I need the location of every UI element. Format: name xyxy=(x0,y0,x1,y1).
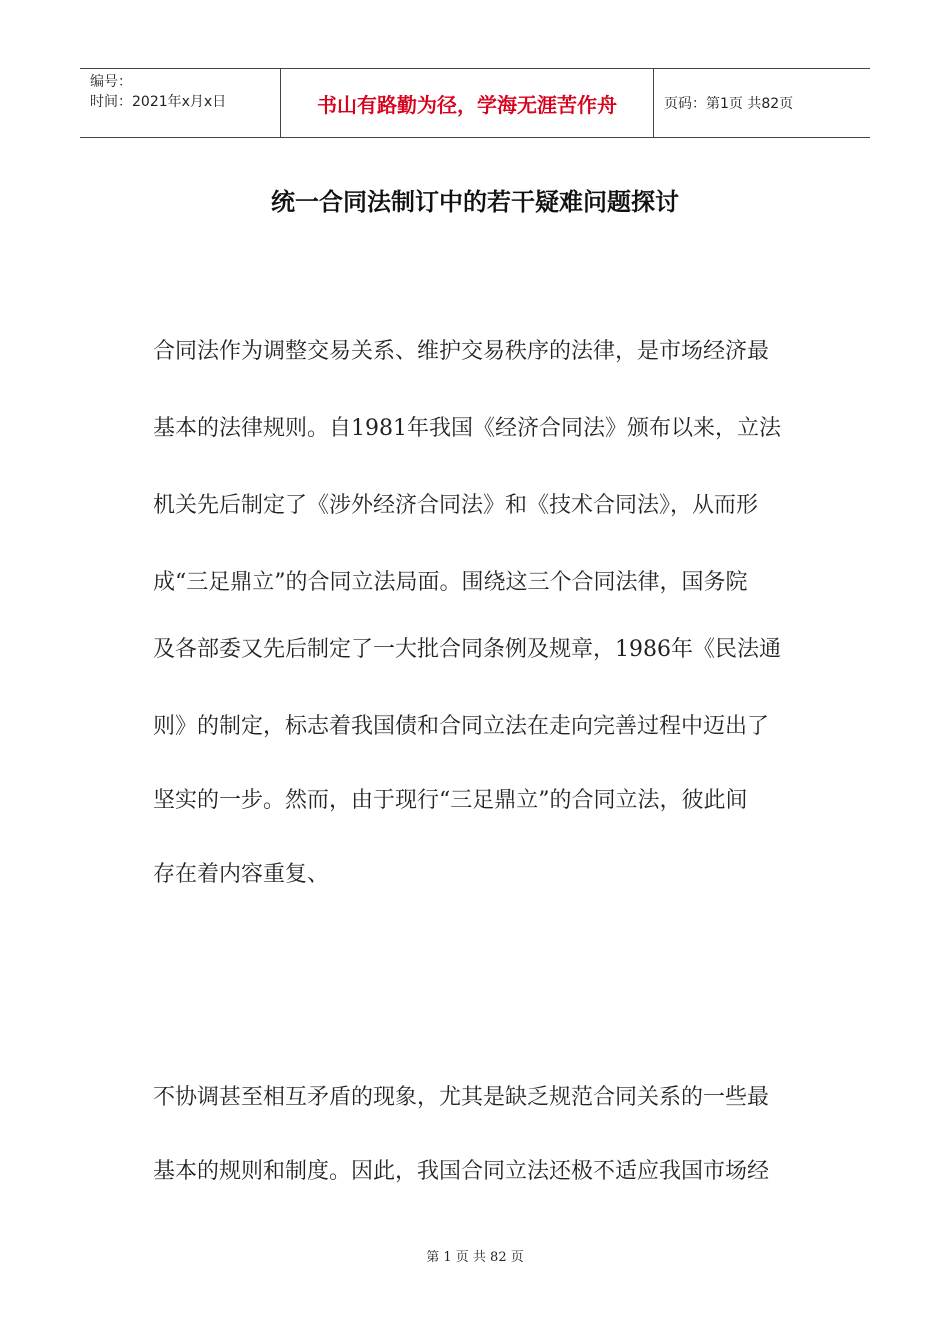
paragraph-line: 基本的规则和制度。因此，我国合同立法还极不适应我国市场经 xyxy=(153,1159,770,1184)
document-header xyxy=(80,68,870,138)
page-footer: 第 1 页 共 82 页 xyxy=(426,1250,524,1265)
paragraph-line: 成“三足鼎立”的合同立法局面。围绕这三个合同法律，国务院 xyxy=(153,570,748,595)
header-page-cell xyxy=(654,69,870,137)
doc-number-label: 编号： xyxy=(90,74,132,90)
header-meta-cell xyxy=(80,69,280,137)
header-motto-cell xyxy=(280,69,654,137)
header-motto: 书山有路勤为径，学海无涯苦作舟 xyxy=(317,92,617,117)
document-title: 统一合同法制订中的若干疑难问题探讨 xyxy=(271,188,679,216)
doc-time-label: 时间：2021年x月x日 xyxy=(90,94,227,110)
paragraph-line: 不协调甚至相互矛盾的现象，尤其是缺乏规范合同关系的一些最 xyxy=(153,1085,770,1110)
paragraph-line: 合同法作为调整交易关系、维护交易秩序的法律，是市场经济最 xyxy=(153,339,770,364)
paragraph-line: 坚实的一步。然而，由于现行“三足鼎立”的合同立法，彼此间 xyxy=(153,788,748,813)
header-page-code: 页码：第1页 共82页 xyxy=(664,96,794,112)
paragraph-line: 基本的法律规则。自1981年我国《经济合同法》颁布以来，立法 xyxy=(153,416,781,441)
paragraph-line: 则》的制定，标志着我国债和合同立法在走向完善过程中迈出了 xyxy=(153,714,770,739)
paragraph-line: 存在着内容重复、 xyxy=(153,862,330,887)
paragraph-line: 机关先后制定了《涉外经济合同法》和《技术合同法》，从而形 xyxy=(153,493,759,518)
paragraph-line: 及各部委又先后制定了一大批合同条例及规章，1986年《民法通 xyxy=(153,637,781,662)
